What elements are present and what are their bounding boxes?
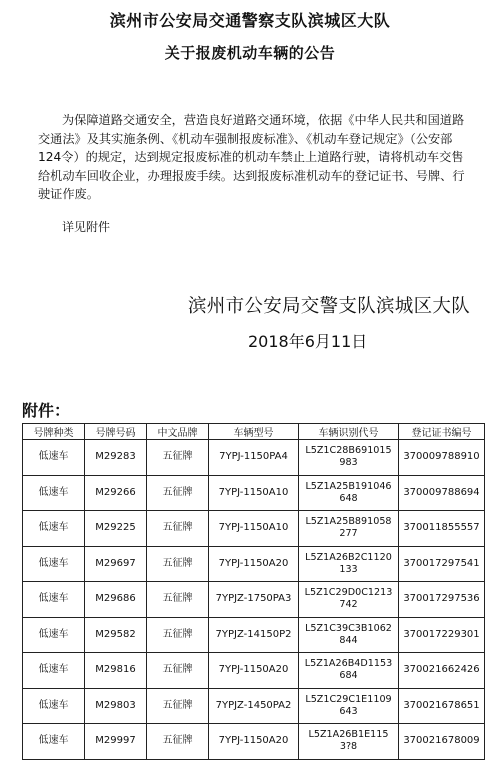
plate-number: M29803 (85, 688, 147, 724)
table-header-row (23, 424, 485, 440)
table-row (23, 511, 485, 547)
certificate-number: 370011855557 (399, 511, 485, 547)
brand: 五征牌 (147, 653, 209, 689)
plate-type: 低速车 (23, 653, 85, 689)
plate-type: 低速车 (23, 582, 85, 618)
plate-number: M29816 (85, 653, 147, 689)
column-header: 号牌号码 (85, 424, 147, 440)
vehicle-model: 7YPJ-1150A20 (209, 546, 299, 582)
signature-org: 滨州市公安局交警支队滨城区大队 (188, 296, 471, 317)
attachment-label: 附件： (22, 401, 71, 420)
table-row (23, 724, 485, 760)
table-row (23, 653, 485, 689)
plate-number: M29283 (85, 440, 147, 476)
plate-type: 低速车 (23, 511, 85, 547)
vehicle-model: 7YPJ-1150A20 (209, 653, 299, 689)
vehicle-model: 7YPJZ-1750PA3 (209, 582, 299, 618)
vin: L5Z1A26B1E1153?8 (299, 724, 399, 760)
vehicle-model: 7YPJZ-1450PA2 (209, 688, 299, 724)
vehicle-model: 7YPJ-1150A10 (209, 511, 299, 547)
certificate-number: 370009788694 (399, 475, 485, 511)
certificate-number: 370017297541 (399, 546, 485, 582)
certificate-number: 370021678009 (399, 724, 485, 760)
attachment-note: 详见附件 (62, 220, 111, 234)
vin: L5Z1A26B2C1120133 (299, 546, 399, 582)
notice-title: 关于报废机动车辆的公告 (164, 44, 336, 62)
header-org: 滨州市公安局交通警察支队滨城区大队 (109, 11, 391, 30)
brand: 五征牌 (147, 546, 209, 582)
table-row (23, 688, 485, 724)
brand: 五征牌 (147, 617, 209, 653)
vin: L5Z1A26B4D1153684 (299, 653, 399, 689)
plate-type: 低速车 (23, 546, 85, 582)
vin: L5Z1C29D0C1213742 (299, 582, 399, 618)
signature-date: 2018年6月11日 (248, 332, 368, 351)
vin: L5Z1C29C1E1109643 (299, 688, 399, 724)
certificate-number: 370009788910 (399, 440, 485, 476)
table-row (23, 475, 485, 511)
plate-number: M29582 (85, 617, 147, 653)
column-header: 车辆识别代号 (299, 424, 399, 440)
plate-number: M29697 (85, 546, 147, 582)
vehicle-model: 7YPJ-1150PA4 (209, 440, 299, 476)
certificate-number: 370021678651 (399, 688, 485, 724)
brand: 五征牌 (147, 475, 209, 511)
certificate-number: 370017229301 (399, 617, 485, 653)
plate-number: M29266 (85, 475, 147, 511)
brand: 五征牌 (147, 724, 209, 760)
brand: 五征牌 (147, 582, 209, 618)
vehicle-table (22, 423, 485, 760)
plate-number: M29997 (85, 724, 147, 760)
column-header: 登记证书编号 (399, 424, 485, 440)
brand: 五征牌 (147, 511, 209, 547)
plate-type: 低速车 (23, 440, 85, 476)
certificate-number: 370021662426 (399, 653, 485, 689)
vehicle-model: 7YPJ-1150A20 (209, 724, 299, 760)
plate-type: 低速车 (23, 724, 85, 760)
vin: L5Z1C39C3B1062844 (299, 617, 399, 653)
brand: 五征牌 (147, 440, 209, 476)
table-row (23, 617, 485, 653)
column-header: 号牌种类 (23, 424, 85, 440)
column-header: 车辆型号 (209, 424, 299, 440)
vehicle-model: 7YPJZ-14150P2 (209, 617, 299, 653)
column-header: 中文品牌 (147, 424, 209, 440)
certificate-number: 370017297536 (399, 582, 485, 618)
table-row (23, 440, 485, 476)
plate-type: 低速车 (23, 688, 85, 724)
table-row (23, 546, 485, 582)
vin: L5Z1A25B891058277 (299, 511, 399, 547)
plate-type: 低速车 (23, 617, 85, 653)
notice-paragraph: 为保障道路交通安全，营造良好道路交通环境，依据《中华人民共和国道路交通法》及其实施条例、《机动车强制报废标准》、《机动车登记规定》（公安部124令）的规定，达到规定报废标准的机动车禁止上道路行驶，请将机动车交售给机动车回收企业，办理报废手续。达到报废标准机动车的登记证书、号牌、行驶证作废。 (38, 113, 465, 201)
table-row (23, 582, 485, 618)
vin: L5Z1C28B691015983 (299, 440, 399, 476)
vehicle-model: 7YPJ-1150A10 (209, 475, 299, 511)
brand: 五征牌 (147, 688, 209, 724)
plate-number: M29686 (85, 582, 147, 618)
plate-number: M29225 (85, 511, 147, 547)
plate-type: 低速车 (23, 475, 85, 511)
vin: L5Z1A25B191046648 (299, 475, 399, 511)
